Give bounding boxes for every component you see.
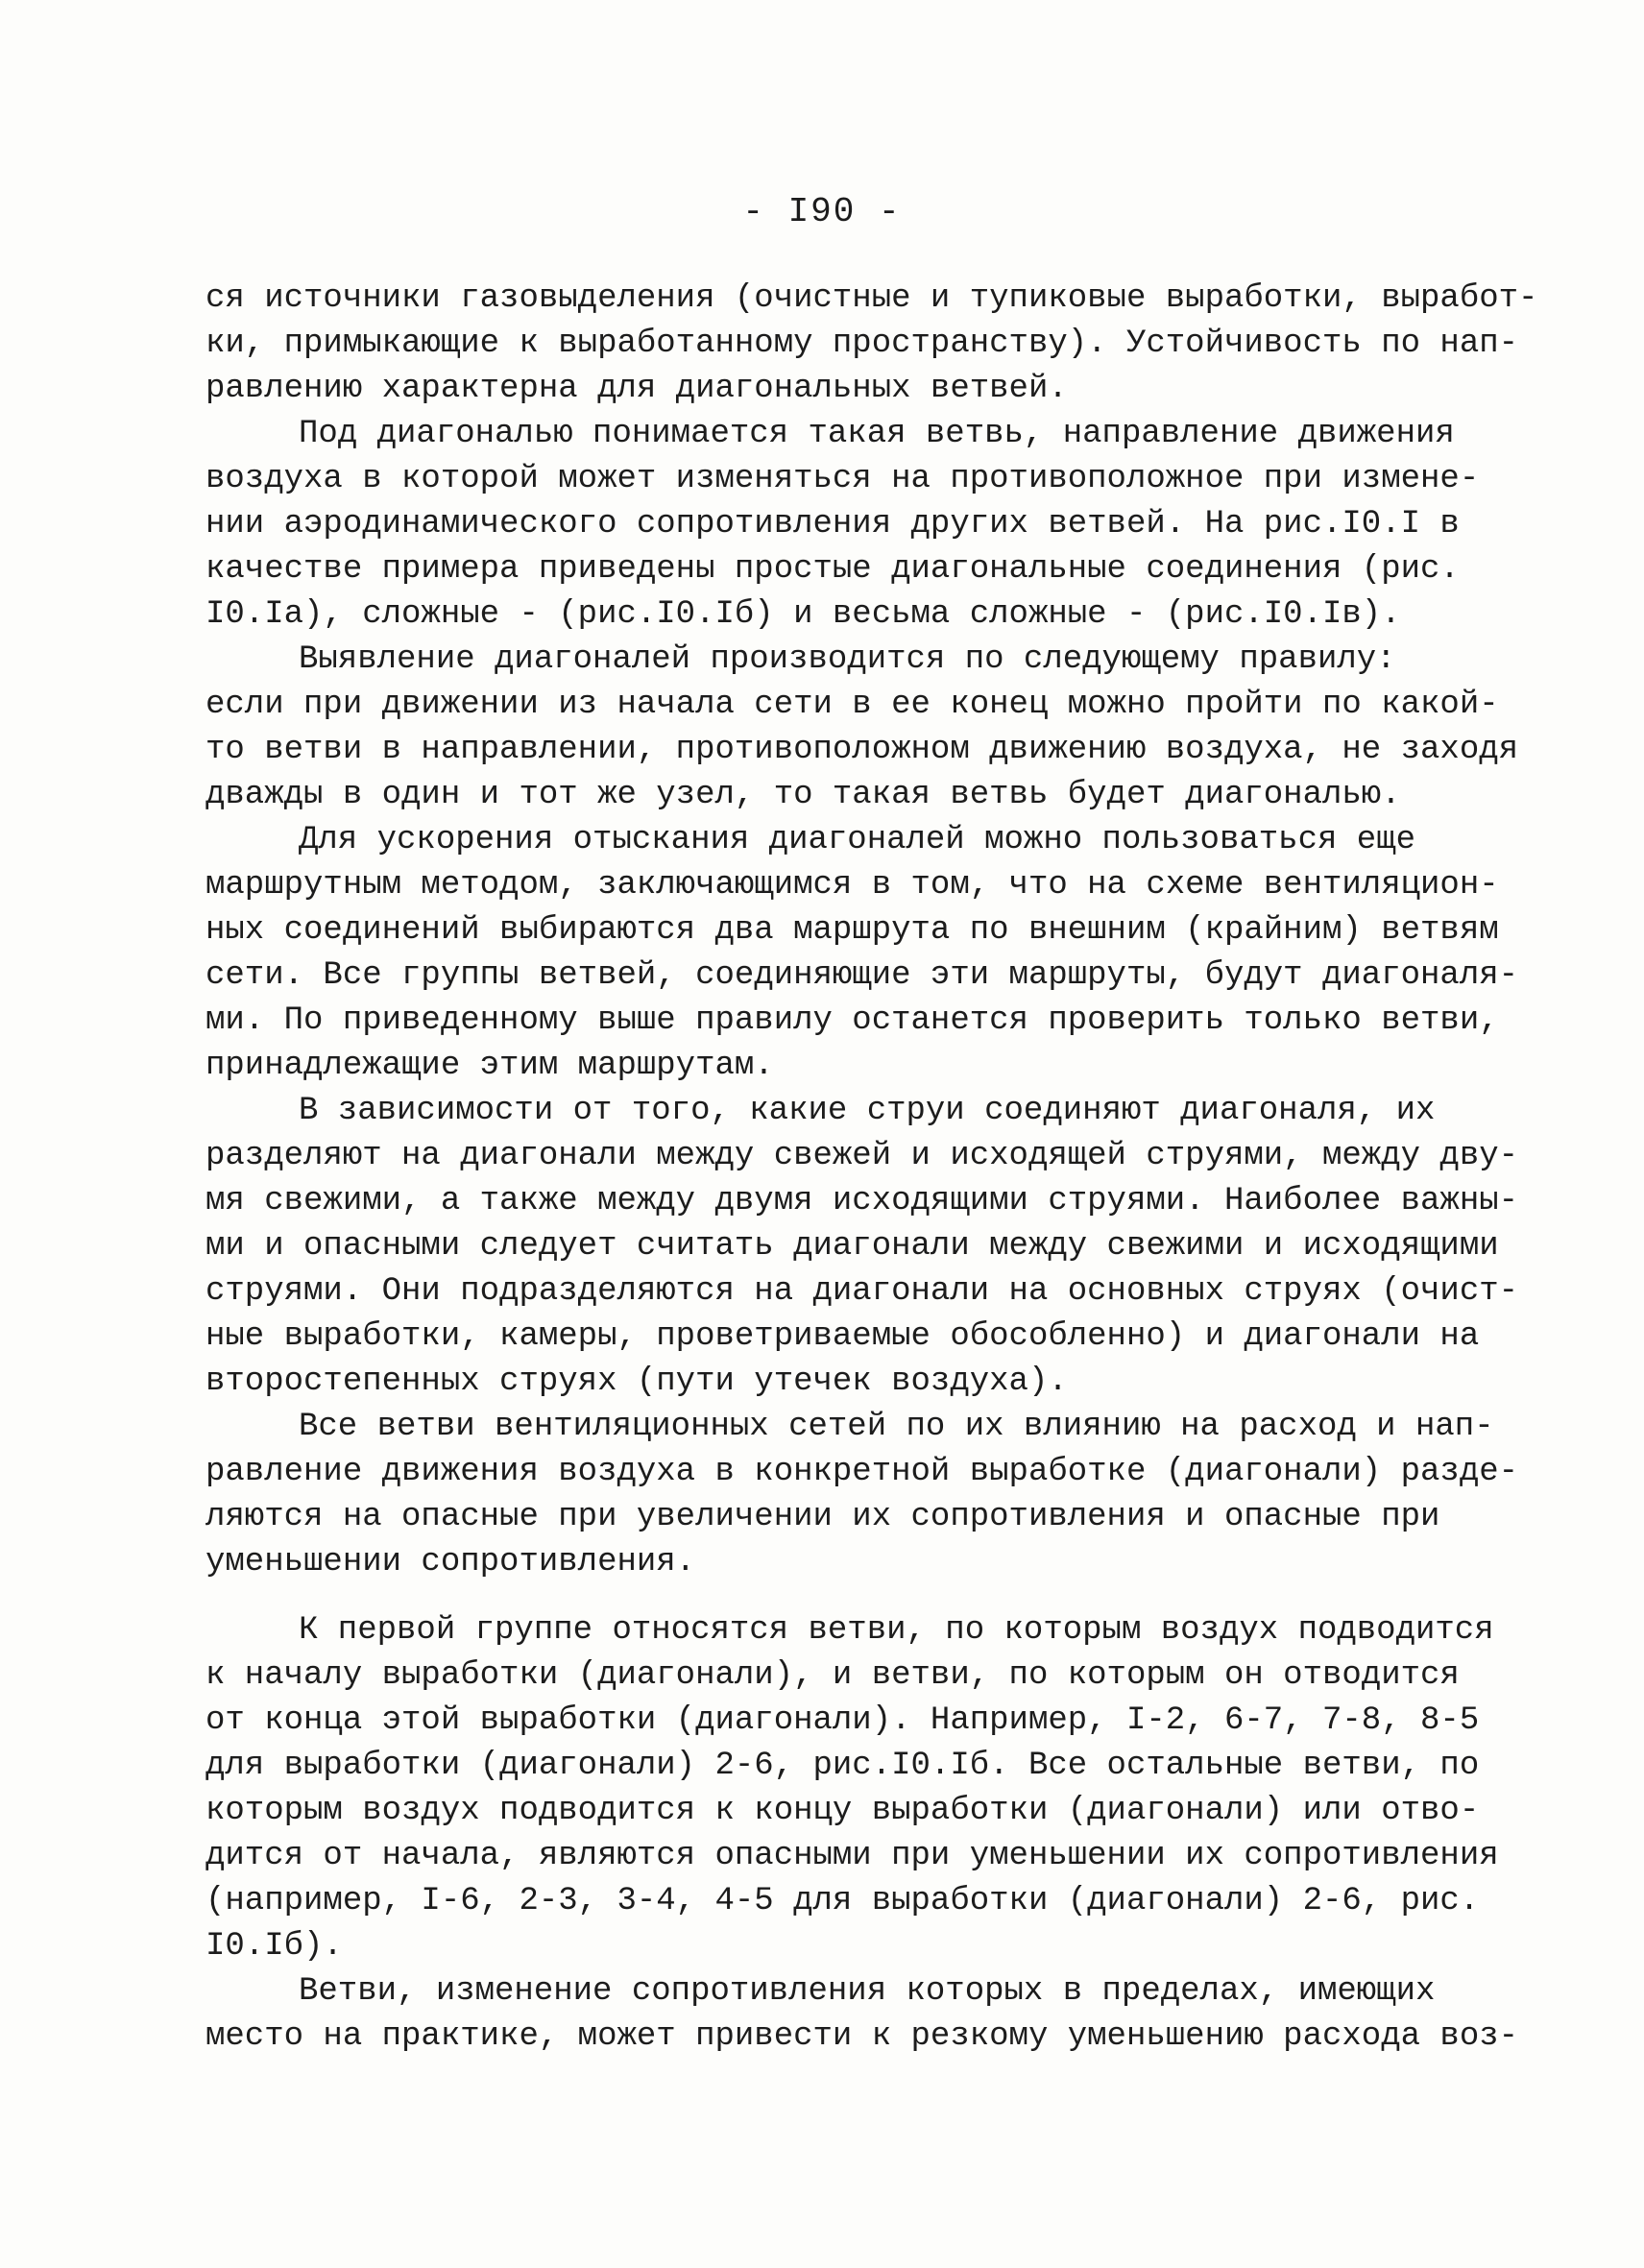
text-line: второстепенных струях (пути утечек воздуха). bbox=[206, 1363, 1068, 1400]
paragraph bbox=[206, 1405, 1519, 1585]
text-line: ся источники газовыделения (очистные и тупиковые выработки, выработ- bbox=[206, 280, 1538, 317]
text-line: В зависимости от того, какие струи соединяют диагоналя, их bbox=[299, 1093, 1436, 1129]
text-line: ки, примыкающие к выработанному пространству). Устойчивость по нап- bbox=[206, 326, 1519, 362]
text-line: Под диагональю понимается такая ветвь, направление движения bbox=[299, 416, 1455, 452]
text-line: струями. Они подразделяются на диагонали на основных струях (очист- bbox=[206, 1273, 1519, 1310]
text-line: равление движения воздуха в конкретной выработке (диагонали) разде- bbox=[206, 1454, 1519, 1490]
paragraph bbox=[206, 638, 1519, 818]
paragraph bbox=[206, 1969, 1519, 2060]
text-line: Все ветви вентиляционных сетей по их влиянию на расход и нап- bbox=[299, 1409, 1494, 1445]
text-line: нии аэродинамического сопротивления других ветвей. На рис.I0.I в bbox=[206, 506, 1460, 543]
text-line: дится от начала, являются опасными при уменьшении их сопротивления bbox=[206, 1838, 1499, 1874]
text-line: если при движении из начала сети в ее конец можно пройти по какой- bbox=[206, 687, 1499, 723]
text-line: к началу выработки (диагонали), и ветви, по которым он отводится bbox=[206, 1657, 1460, 1694]
text-line: дважды в один и тот же узел, то такая ветвь будет диагональю. bbox=[206, 777, 1401, 813]
text-line: качестве примера приведены простые диагональные соединения (рис. bbox=[206, 551, 1460, 588]
text-line: от конца этой выработки (диагонали). Например, I-2, 6-7, 7-8, 8-5 bbox=[206, 1702, 1480, 1739]
text-line: ми. По приведенному выше правилу останется проверить только ветви, bbox=[206, 1002, 1499, 1039]
text-line: разделяют на диагонали между свежей и исходящей струями, между дву- bbox=[206, 1138, 1519, 1174]
text-line: мя свежими, а также между двумя исходящими струями. Наиболее важны- bbox=[206, 1183, 1519, 1219]
page-number: - I90 - bbox=[742, 192, 902, 231]
text-line: ми и опасными следует считать диагонали между свежими и исходящими bbox=[206, 1228, 1499, 1265]
text-line: равлению характерна для диагональных ветвей. bbox=[206, 371, 1068, 407]
text-line: то ветви в направлении, противоположном движению воздуха, не заходя bbox=[206, 732, 1519, 768]
text-line: ляются на опасные при увеличении их сопротивления и опасные при bbox=[206, 1499, 1440, 1535]
paragraph bbox=[206, 818, 1519, 1089]
text-line: Для ускорения отыскания диагоналей можно пользоваться еще bbox=[299, 822, 1415, 858]
text-line: сети. Все группы ветвей, соединяющие эти маршруты, будут диагоналя- bbox=[206, 957, 1519, 994]
text-line: ных соединений выбираются два маршрута по внешним (крайним) ветвям bbox=[206, 912, 1499, 949]
text-line: которым воздух подводится к концу выработки (диагонали) или отво- bbox=[206, 1793, 1480, 1829]
text-line: I0.Iа), сложные - (рис.I0.Iб) и весьма сложные - (рис.I0.Iв). bbox=[206, 596, 1401, 633]
paragraph bbox=[206, 412, 1480, 638]
text-line: маршрутным методом, заключающимся в том, что на схеме вентиляцион- bbox=[206, 867, 1499, 904]
text-line: уменьшении сопротивления. bbox=[206, 1544, 696, 1580]
text-line: I0.Iб). bbox=[206, 1928, 343, 1965]
text-line: Ветви, изменение сопротивления которых в пределах, имеющих bbox=[299, 1973, 1436, 2010]
body-text bbox=[206, 277, 1538, 2060]
paragraph bbox=[206, 1608, 1499, 1969]
text-line: (например, I-6, 2-3, 3-4, 4-5 для выработки (диагонали) 2-6, рис. bbox=[206, 1883, 1480, 1919]
paragraph bbox=[206, 1089, 1519, 1405]
text-line: принадлежащие этим маршрутам. bbox=[206, 1048, 774, 1084]
text-line: для выработки (диагонали) 2-6, рис.I0.Iб. Все остальные ветви, по bbox=[206, 1748, 1480, 1784]
text-line: воздуха в которой может изменяться на противоположное при измене- bbox=[206, 461, 1480, 497]
text-line: К первой группе относятся ветви, по которым воздух подводится bbox=[299, 1612, 1494, 1649]
text-line: ные выработки, камеры, проветриваемые обособленно) и диагонали на bbox=[206, 1318, 1480, 1355]
text-line: место на практике, может привести к резкому уменьшению расхода воз- bbox=[206, 2018, 1519, 2055]
text-line: Выявление диагоналей производится по следующему правилу: bbox=[299, 641, 1396, 678]
paragraph bbox=[206, 277, 1538, 412]
